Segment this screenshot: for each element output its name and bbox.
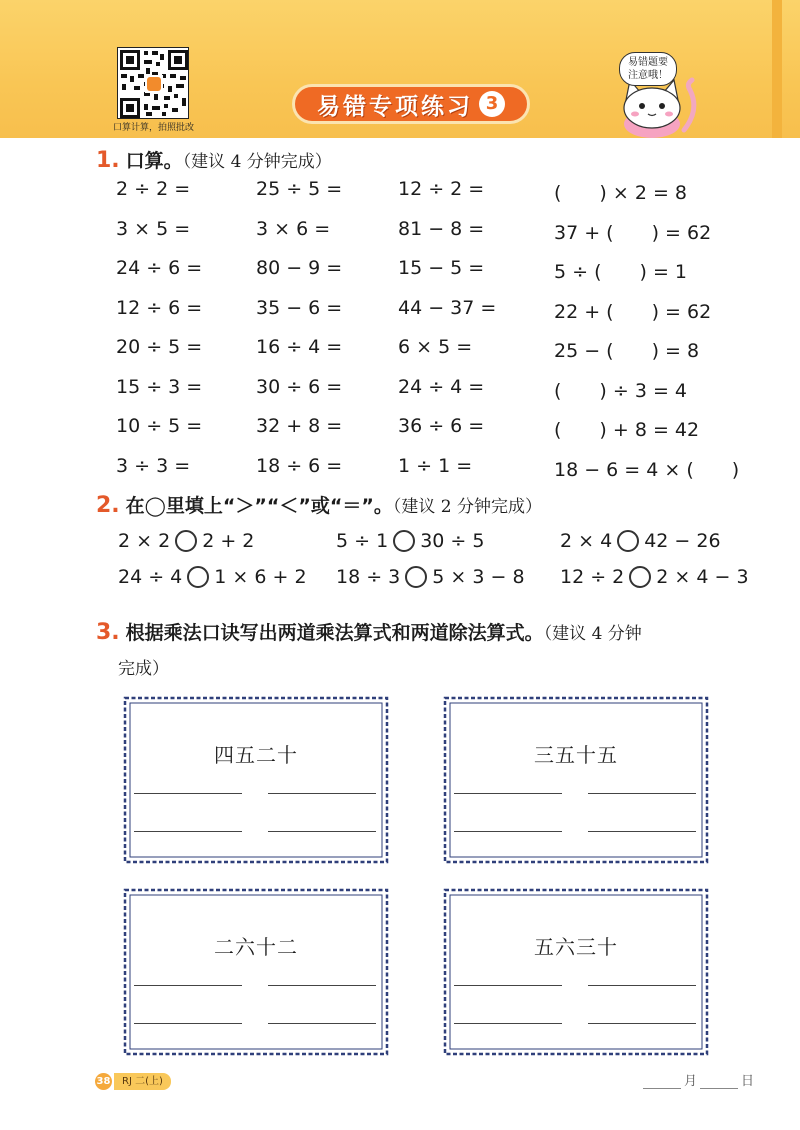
answer-line[interactable] bbox=[588, 793, 696, 794]
page-edge-fold bbox=[772, 0, 782, 138]
bubble-line-2: 注意哦！ bbox=[628, 70, 668, 81]
answer-circle[interactable] bbox=[187, 566, 209, 588]
compare-left: 18 ÷ 3 bbox=[336, 566, 401, 588]
section-3-number: 3. bbox=[96, 620, 120, 645]
bubble-line-1: 易错题要 bbox=[628, 57, 668, 68]
calc-item[interactable]: 3 × 5 = bbox=[116, 217, 191, 240]
rhyme-text: 二六十二 bbox=[214, 935, 298, 959]
decorative-border-icon bbox=[122, 887, 390, 1057]
qr-caption: 口算计算，拍照批改 bbox=[113, 123, 195, 133]
calc-item[interactable]: 16 ÷ 4 = bbox=[256, 336, 343, 358]
section-2-title: 在◯里填上“＞”“＜”或“＝”。 bbox=[125, 495, 393, 517]
decorative-border-icon bbox=[442, 695, 710, 865]
answer-line[interactable] bbox=[588, 985, 696, 986]
compare-right: 2 × 4 − 3 bbox=[656, 566, 749, 588]
section-1-number: 1. bbox=[96, 148, 120, 173]
day-blank[interactable] bbox=[700, 1075, 738, 1089]
rhyme-text: 五六三十 bbox=[534, 935, 618, 959]
compare-left: 5 ÷ 1 bbox=[336, 530, 389, 552]
calc-row bbox=[116, 455, 756, 495]
answer-line[interactable] bbox=[134, 831, 242, 832]
answer-line[interactable] bbox=[268, 793, 376, 794]
month-blank[interactable] bbox=[643, 1075, 681, 1089]
calc-item[interactable]: ( ) + 8 = 42 bbox=[554, 419, 700, 441]
compare-item bbox=[560, 530, 721, 552]
section-3-title: 根据乘法口诀写出两道乘法算式和两道除法算式。 bbox=[125, 622, 544, 644]
decorative-border-icon bbox=[122, 695, 390, 865]
calc-item[interactable]: ( ) ÷ 3 = 4 bbox=[554, 379, 688, 402]
answer-circle[interactable] bbox=[629, 566, 651, 588]
calc-row bbox=[116, 178, 756, 218]
answer-line[interactable] bbox=[134, 1023, 242, 1024]
calc-item[interactable]: 24 ÷ 4 = bbox=[398, 375, 485, 398]
answer-line[interactable] bbox=[588, 1023, 696, 1024]
section-3-heading-cont bbox=[118, 654, 169, 679]
qr-code-icon[interactable] bbox=[117, 47, 189, 119]
calc-row bbox=[116, 336, 756, 376]
answer-line[interactable] bbox=[454, 831, 562, 832]
calc-item[interactable]: 80 − 9 = bbox=[256, 257, 343, 279]
day-label: 日 bbox=[741, 1074, 755, 1089]
answer-line[interactable] bbox=[268, 1023, 376, 1024]
decorative-border-icon bbox=[442, 887, 710, 1057]
calc-item[interactable]: 25 − ( ) = 8 bbox=[554, 340, 700, 362]
speech-bubble bbox=[619, 52, 677, 86]
page-title bbox=[292, 84, 530, 124]
calc-item[interactable]: 25 ÷ 5 = bbox=[256, 178, 343, 200]
compare-right: 5 × 3 − 8 bbox=[432, 566, 525, 588]
calc-row bbox=[116, 257, 756, 297]
answer-line[interactable] bbox=[268, 831, 376, 832]
calc-item[interactable]: 6 × 5 = bbox=[398, 336, 473, 358]
answer-line[interactable] bbox=[268, 985, 376, 986]
calc-item[interactable]: 3 × 6 = bbox=[256, 217, 331, 240]
compare-right: 1 × 6 + 2 bbox=[214, 566, 307, 588]
compare-right: 30 ÷ 5 bbox=[420, 530, 485, 552]
rhyme-text: 三五十五 bbox=[534, 743, 618, 767]
calc-item[interactable]: 37 + ( ) = 62 bbox=[554, 221, 712, 244]
calc-item[interactable]: 12 ÷ 6 = bbox=[116, 296, 203, 319]
multiplication-rhyme-box bbox=[442, 695, 710, 865]
compare-left: 2 × 4 bbox=[560, 530, 613, 552]
calc-row bbox=[116, 297, 756, 337]
compare-item bbox=[560, 566, 749, 588]
calc-item[interactable]: 30 ÷ 6 = bbox=[256, 375, 343, 398]
compare-left: 12 ÷ 2 bbox=[560, 566, 625, 588]
answer-line[interactable] bbox=[134, 985, 242, 986]
calc-item[interactable]: 44 − 37 = bbox=[398, 296, 497, 319]
calc-row bbox=[116, 218, 756, 258]
page-title-text: 易错专项练习 bbox=[317, 93, 473, 120]
calc-item[interactable]: 22 + ( ) = 62 bbox=[554, 300, 712, 323]
compare-left: 2 × 2 bbox=[118, 530, 171, 552]
page-number: 38 bbox=[95, 1073, 112, 1090]
rhyme-text: 四五二十 bbox=[214, 743, 298, 767]
section-3-hint-b: 完成） bbox=[118, 659, 169, 679]
answer-line[interactable] bbox=[454, 793, 562, 794]
calc-item[interactable]: 1 ÷ 1 = bbox=[398, 454, 473, 477]
mental-arithmetic-grid bbox=[116, 178, 756, 494]
multiplication-rhyme-box bbox=[122, 695, 390, 865]
calc-row bbox=[116, 415, 756, 455]
calc-row bbox=[116, 376, 756, 416]
calc-item[interactable]: 18 ÷ 6 = bbox=[256, 454, 343, 477]
page-title-number: 3 bbox=[479, 91, 505, 117]
month-label: 月 bbox=[684, 1074, 698, 1089]
calc-item[interactable]: 32 + 8 = bbox=[256, 415, 343, 437]
answer-circle[interactable] bbox=[405, 566, 427, 588]
compare-item bbox=[336, 566, 525, 588]
section-3-heading bbox=[96, 618, 642, 645]
multiplication-rhyme-box bbox=[122, 887, 390, 1057]
section-2-hint: （建议 2 分钟完成） bbox=[392, 497, 542, 517]
multiplication-rhyme-box bbox=[442, 887, 710, 1057]
answer-line[interactable] bbox=[588, 831, 696, 832]
edition-tag: RJ 二(上) bbox=[114, 1073, 171, 1090]
compare-left: 24 ÷ 4 bbox=[118, 566, 183, 588]
calc-item[interactable]: 2 ÷ 2 = bbox=[116, 178, 191, 200]
section-1-heading bbox=[96, 146, 332, 173]
section-3-hint-a: （建议 4 分钟 bbox=[543, 624, 642, 644]
answer-circle[interactable] bbox=[175, 530, 197, 552]
section-1-hint: （建议 4 分钟完成） bbox=[182, 152, 332, 172]
calc-item[interactable]: ( ) × 2 = 8 bbox=[554, 182, 688, 204]
calc-item[interactable]: 15 − 5 = bbox=[398, 257, 485, 279]
answer-line[interactable] bbox=[454, 985, 562, 986]
date-fill-in bbox=[640, 1070, 754, 1089]
section-1-title: 口算。 bbox=[125, 150, 183, 172]
calc-item[interactable]: 20 ÷ 5 = bbox=[116, 336, 203, 358]
calc-item[interactable]: 12 ÷ 2 = bbox=[398, 178, 485, 200]
calc-item[interactable]: 18 − 6 = 4 × ( ) bbox=[554, 458, 740, 481]
compare-right: 2 + 2 bbox=[202, 530, 255, 552]
calc-item[interactable]: 36 ÷ 6 = bbox=[398, 415, 485, 437]
answer-circle[interactable] bbox=[393, 530, 415, 552]
calc-item[interactable]: 35 − 6 = bbox=[256, 296, 343, 319]
calc-item[interactable]: 3 ÷ 3 = bbox=[116, 454, 191, 477]
compare-row bbox=[118, 530, 758, 564]
section-2-heading bbox=[96, 491, 542, 518]
calc-item[interactable]: 10 ÷ 5 = bbox=[116, 415, 203, 437]
compare-row bbox=[118, 566, 758, 600]
section-2-number: 2. bbox=[96, 493, 120, 518]
calc-item[interactable]: 5 ÷ ( ) = 1 bbox=[554, 261, 688, 283]
calc-item[interactable]: 81 − 8 = bbox=[398, 217, 485, 240]
calc-item[interactable]: 15 ÷ 3 = bbox=[116, 375, 203, 398]
compare-right: 42 − 26 bbox=[644, 530, 721, 552]
compare-item bbox=[118, 566, 307, 588]
answer-line[interactable] bbox=[454, 1023, 562, 1024]
calc-item[interactable]: 24 ÷ 6 = bbox=[116, 257, 203, 279]
answer-circle[interactable] bbox=[617, 530, 639, 552]
compare-item bbox=[336, 530, 484, 552]
answer-line[interactable] bbox=[134, 793, 242, 794]
compare-item bbox=[118, 530, 254, 552]
